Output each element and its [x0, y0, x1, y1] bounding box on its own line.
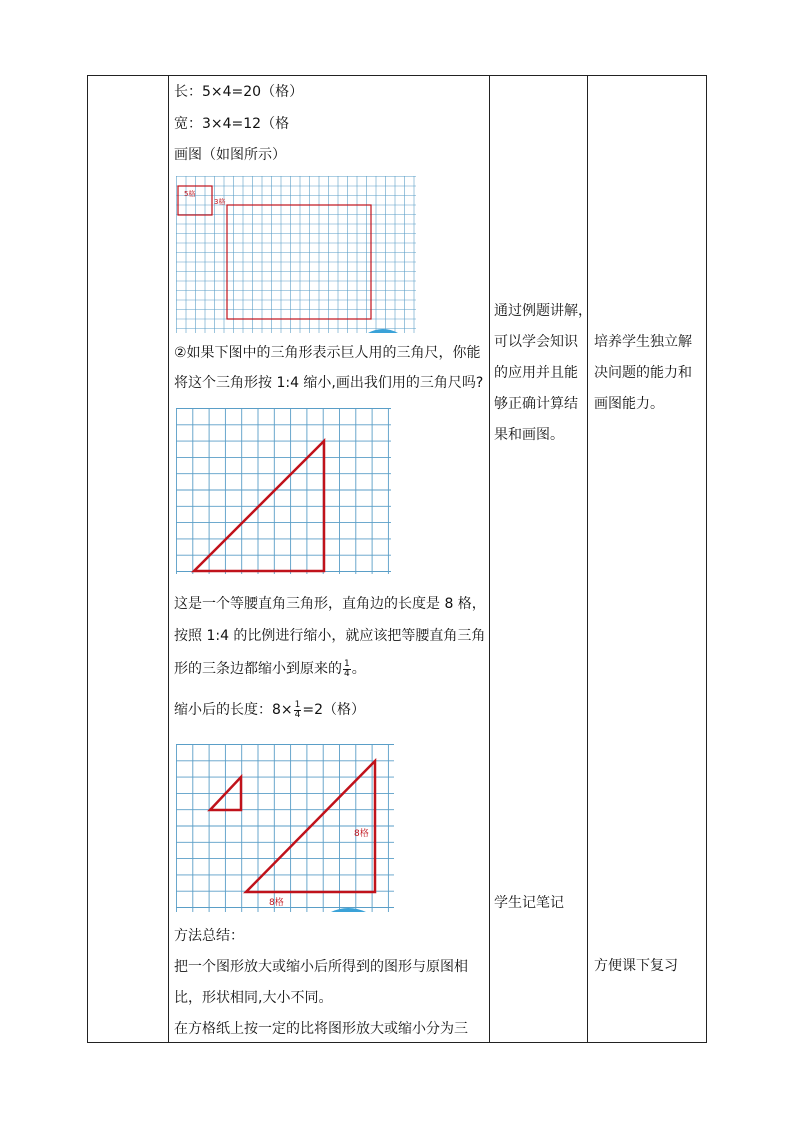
explanation-line-2: 按照 1:4 的比例进行缩小，就应该把等腰直角三角: [174, 628, 486, 644]
question-2-line-2: 将这个三角形按 1:4 缩小,画出我们用的三角尺吗?: [174, 375, 484, 391]
summary-line-1: 把一个图形放大或缩小后所得到的图形与原图相: [174, 959, 468, 975]
label-horizontal-8-grid: 8格: [269, 898, 284, 908]
blue-mark: [331, 908, 366, 912]
label-3-grid: 3格: [214, 198, 226, 206]
label-5-grid: 5格: [184, 190, 196, 198]
explanation-line-1: 这是一个等腰直角三角形，直角边的长度是 8 格，: [174, 596, 486, 612]
design-intent-text: 培养学生独立解 决问题的能力和 画图能力。: [594, 334, 692, 412]
figure-enlarged-rectangle: [176, 176, 416, 333]
question-2-line-1: ②如果下图中的三角形表示巨人用的三角尺，你能: [174, 345, 481, 361]
explanation-line-3: 形的三条边都缩小到原来的 $\frac{1}{4}$ 。: [174, 658, 366, 679]
width-calc: 宽：3×4=12（格: [174, 116, 290, 132]
fraction: $\frac{1}{4}$: [344, 658, 350, 679]
grid: [176, 744, 394, 912]
blue-mark: [368, 329, 398, 333]
figure-large-triangle: [176, 408, 391, 574]
draw-instruction: 画图（如图所示）: [174, 147, 286, 163]
student-activity-note: 学生记笔记: [494, 895, 564, 911]
label-vertical-8-grid: 8格: [354, 829, 369, 839]
summary-title: 方法总结：: [174, 928, 244, 944]
teaching-intent-text: 通过例题讲解， 可以学会知识 的应用并且能 够正确计算结 果和画图。: [494, 303, 592, 443]
column-divider: [168, 76, 169, 1042]
review-note: 方便课下复习: [594, 958, 678, 974]
fraction: $\frac{1}{4}$: [294, 699, 301, 720]
column-divider: [587, 76, 588, 1042]
column-divider: [489, 76, 490, 1042]
length-calc: 长：5×4=20（格）: [174, 84, 304, 100]
figure-triangles-comparison: [176, 744, 394, 912]
grid: [176, 408, 391, 574]
reduced-length-calc: 缩小后的长度：8× $\frac{1}{4}$ =2（格）: [174, 699, 366, 720]
summary-line-2: 比，形状相同,大小不同。: [174, 990, 333, 1006]
summary-line-3: 在方格纸上按一定的比将图形放大或缩小分为三: [174, 1021, 468, 1037]
